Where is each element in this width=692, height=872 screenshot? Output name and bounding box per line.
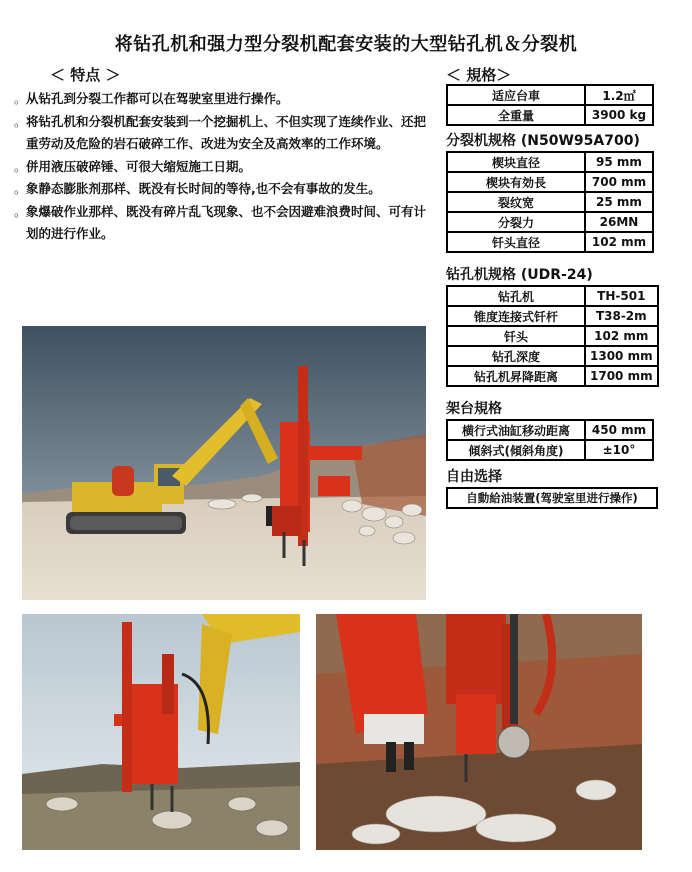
table-row [447,488,657,508]
table-row [447,326,658,346]
splitter-spec-title: 分裂机规格 (N50W95A700) [446,133,640,149]
bullet: 。 [14,113,27,129]
spec-value: TH-501 [585,286,658,306]
spec-label: 钻孔机昇降距离 [447,366,585,386]
spec-value: 450 mm [585,420,653,440]
bullet: 。 [14,91,27,106]
option-table [446,487,658,509]
table-row [447,232,653,252]
table-row [447,105,653,125]
spec-value: 1.2㎥ [585,85,653,105]
bullet: 。 [14,203,27,219]
spec-label: 楔块直径 [447,152,585,172]
spec-label: 裂纹宽 [447,192,585,212]
feature-item [14,201,432,246]
table-row [447,366,658,386]
bullet: 。 [14,181,27,196]
spec-value: T38-2m [585,306,658,326]
spec-value: 102 mm [585,326,658,346]
general-spec-table [446,84,654,126]
table-row [447,440,653,460]
table-row [447,152,653,172]
table-row [447,346,658,366]
splitter-spec-table [446,151,654,253]
spec-label: 钎头直径 [447,232,585,252]
table-row [447,192,653,212]
spec-value: 25 mm [585,192,653,212]
option-value: 自動給油装置(驾驶室里进行操作) [447,488,657,508]
frame-spec-table [446,419,654,461]
table-row [447,420,653,440]
table-row [447,212,653,232]
spec-label: 全重量 [447,105,585,125]
feature-text: 象静态膨胀剂那样、既没有长时间的等待,也不会有事故的发生。 [26,181,381,196]
spec-value: 102 mm [585,232,653,252]
spec-label: 钎头 [447,326,585,346]
spec-label: 横行式油缸移动距离 [447,420,585,440]
frame-spec-title: 架台規格 [446,401,502,417]
spec-value: 700 mm [585,172,653,192]
spec-label: 钻孔深度 [447,346,585,366]
features-list [14,88,432,246]
features-heading: ＜ 特点 ＞ [50,66,121,84]
bullet: 。 [14,158,27,174]
specs-heading: ＜ 規格＞ [446,66,512,84]
spec-value: 1300 mm [585,346,658,366]
spec-label: 钻孔机 [447,286,585,306]
page-title: 将钻孔机和强力型分裂机配套安装的大型钻孔机＆分裂机 [114,34,578,55]
spec-value: 26MN [585,212,653,232]
drill-closeup-photo [22,614,300,850]
table-row [447,306,658,326]
feature-text: 从钻孔到分裂工作都可以在驾驶室里进行操作。 [26,91,289,106]
spec-value: 3900 kg [585,105,653,125]
spec-value: 95 mm [585,152,653,172]
spec-label: 分裂力 [447,212,585,232]
table-row [447,85,653,105]
spec-label: 锥度连接式钎杆 [447,306,585,326]
spec-label: 适应台車 [447,85,585,105]
feature-text: 象爆破作业那样、既没有碎片乱飞现象、也不会因避难浪费时间、可有计划的进行作业。 [26,203,427,241]
feature-item [14,111,432,156]
feature-item [14,88,432,111]
table-row [447,286,658,306]
feature-item [14,156,432,179]
splitter-closeup-photo [316,614,642,850]
spec-value: 1700 mm [585,366,658,386]
feature-text: 将钻孔机和分裂机配套安装到一个挖掘机上、不但实现了连续作业、还把重劳动及危险的岩石破碎工作、改进为安全及高效率的工作环境。 [26,113,427,151]
feature-item [14,178,432,201]
option-title: 自由选择 [446,469,502,485]
excavator-photo [22,326,426,600]
table-row [447,172,653,192]
drill-spec-title: 钻孔机规格 (UDR-24) [446,267,593,283]
spec-label: 楔块有効長 [447,172,585,192]
drill-spec-table [446,285,659,387]
spec-label: 傾斜式(傾斜角度) [447,440,585,460]
feature-text: 併用液压破碎锤、可很大缩短施工日期。 [26,158,252,174]
spec-value: ±10° [585,440,653,460]
